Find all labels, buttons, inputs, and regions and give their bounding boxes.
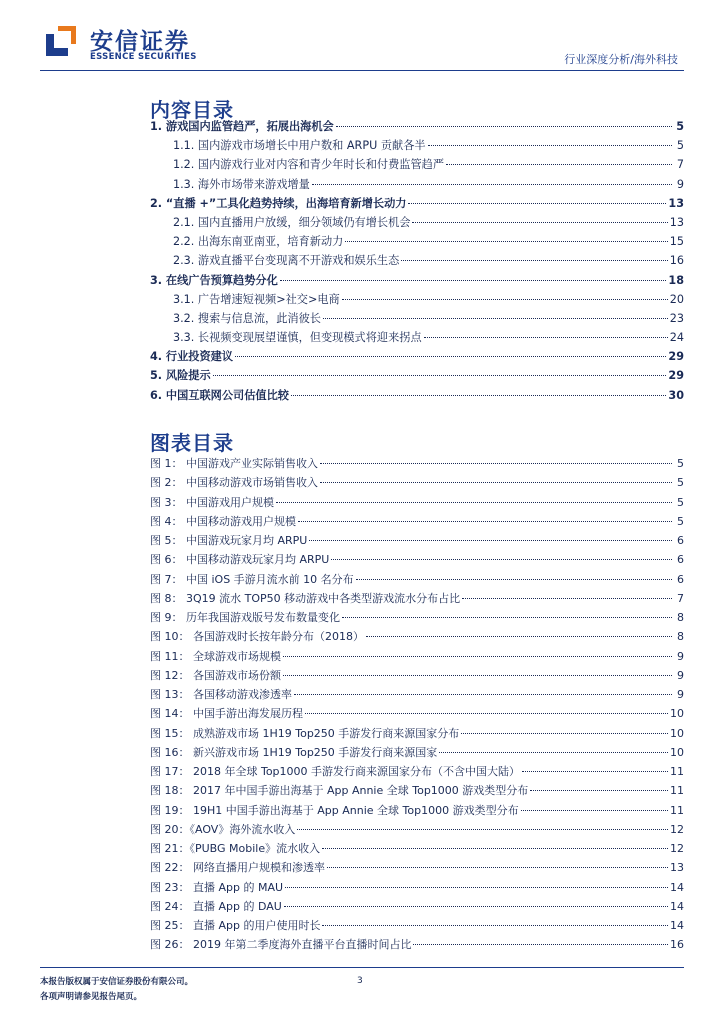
toc-entry-page: 16 [669,254,684,268]
figure-entry[interactable] [150,648,684,667]
dot-leader [327,867,668,868]
dot-leader [283,656,672,657]
disclaimer-note: 各项声明请参见报告尾页。 [40,992,143,1002]
figure-entry-page: 9 [677,649,684,663]
figure-entry-page: 12 [670,822,684,836]
figure-entry[interactable] [150,821,684,840]
toc-entry-page: 29 [668,350,684,364]
dot-leader [342,617,672,618]
toc-entry-page: 13 [669,215,684,229]
toc-entry-title: 3.1. 广告增速短视频>社交>电商 [173,292,340,306]
figure-entry-page: 8 [677,611,684,624]
dot-leader [428,145,672,146]
figure-entry-title: 图 3： 中国游戏用户规模 [150,495,274,509]
toc-entry-title: 1.2. 国内游戏行业对内容和青少年时长和付费监管趋严 [173,158,445,172]
figure-entry[interactable] [150,936,684,955]
toc-entry[interactable] [150,387,684,406]
toc-entry-page: 13 [668,196,684,210]
dot-leader [345,241,667,242]
figure-entry-page: 12 [670,842,684,855]
figure-entry-page: 5 [677,457,684,470]
dot-leader [408,203,666,204]
dot-leader [412,222,667,223]
toc-entry[interactable] [150,291,684,310]
figure-entry[interactable] [150,917,684,936]
figure-entry-page: 5 [677,476,684,490]
toc-entry-title: 3.3. 长视频变现展望谨慎，但变现模式将迎来拐点 [173,331,422,345]
page-number: 3 [357,976,363,986]
figure-entry-title: 图 21：《PUBG Mobile》流水收入 [150,842,321,855]
figure-entry-title: 图 7： 中国 iOS 手游月流水前 10 名分布 [150,572,354,586]
dot-leader [294,694,672,695]
toc-entry[interactable] [150,348,684,367]
toc-entry[interactable] [150,176,684,195]
toc-entry-page: 9 [676,177,684,191]
toc-entry[interactable] [150,329,684,348]
figure-entry-page: 10 [670,726,684,740]
figure-entry[interactable] [150,686,684,705]
dot-leader [331,559,672,560]
toc-entry-page: 24 [669,331,684,345]
dot-leader [312,184,672,185]
toc-entry-title: 1. 游戏国内监管趋严，拓展出海机会 [150,120,334,133]
figure-entry-page: 11 [670,803,684,817]
figure-entry-title: 图 26： 2019 年第二季度海外直播平台直播时间占比 [150,938,412,952]
dot-leader [322,925,668,926]
figure-entry-title: 图 17： 2018 年全球 Top1000 手游发行商来源国家分布（不含中国大陆） [150,765,521,778]
figure-entry-title: 图 18： 2017 年中国手游出海基于 App Annie 全球 Top1000 游戏类型分布 [150,784,529,798]
toc-entry-page: 7 [676,158,684,172]
footer-divider [40,967,684,968]
figure-entry-page: 8 [677,630,684,644]
dot-leader [323,318,668,319]
dot-leader [280,280,667,281]
toc-entry-title: 3. 在线广告预算趋势分化 [150,273,278,287]
figure-entry[interactable] [150,898,684,917]
table-of-contents [150,118,684,406]
dot-leader [439,752,668,753]
toc-entry[interactable] [150,310,684,329]
figure-entry-page: 5 [677,495,684,509]
page-header [0,0,724,72]
toc-entry-title: 3.2. 搜索与信息流，此消彼长 [173,311,321,325]
figure-entry-page: 10 [670,745,684,759]
figure-entry[interactable] [150,840,684,859]
figure-entry-page: 11 [670,784,684,798]
figure-entry-page: 9 [677,668,684,682]
figure-entry-page: 6 [677,572,684,586]
dot-leader [309,540,672,541]
header-divider [40,70,684,71]
figure-entry-title: 图 12： 各国游戏市场份额 [150,668,281,682]
dot-leader [461,733,668,734]
dot-leader [320,463,672,464]
figure-entry[interactable] [150,782,684,801]
figure-entry[interactable] [150,744,684,763]
toc-entry-title: 4. 行业投资建议 [150,350,234,364]
toc-entry-title: 5. 风险提示 [150,369,211,383]
dot-leader [297,829,668,830]
toc-entry[interactable] [150,367,684,386]
dot-leader [322,848,668,849]
figure-entry-title: 图 13： 各国移动游戏渗透率 [150,688,292,701]
toc-entry-page: 18 [668,273,684,287]
figure-entry-title: 图 14： 中国手游出海发展历程 [150,707,303,721]
figure-entry-title: 图 5： 中国游戏玩家月均 ARPU [150,534,308,547]
toc-entry-page: 29 [668,369,684,383]
figure-entry-title: 图 8： 3Q19 流水 TOP50 移动游戏中各类型游戏流水分布占比 [150,591,461,605]
figure-entry-page: 10 [670,707,684,721]
toc-entry-title: 2.1. 国内直播用户放缓，细分领域仍有增长机会 [173,215,411,229]
copyright-note: 本报告版权属于安信证券股份有限公司。 [40,977,194,987]
dot-leader [235,356,666,357]
dot-leader [291,395,666,396]
toc-entry-title: 1.3. 海外市场带来游戏增量 [173,177,310,191]
dot-leader [462,598,672,599]
toc-entry-title: 6. 中国互联网公司估值比较 [150,388,289,402]
figure-entry-page: 14 [670,899,684,913]
figure-entry-title: 图 25： 直播 App 的用户使用时长 [150,919,321,932]
toc-entry-page: 15 [669,235,684,249]
figure-entry-page: 6 [677,553,684,567]
dot-leader [356,579,672,580]
toc-entry[interactable] [150,137,684,156]
figure-entry-title: 图 6： 中国移动游戏玩家月均 ARPU [150,553,330,567]
figure-entry-title: 图 22： 网络直播用户规模和渗透率 [150,861,325,875]
dot-leader [424,337,668,338]
figure-entry-title: 图 9： 历年我国游戏版号发布数量变化 [150,611,340,624]
dot-leader [305,713,668,714]
dot-leader [298,521,672,522]
toc-entry[interactable] [150,252,684,271]
figure-list-title: 图表目录 [150,431,234,455]
figure-entry-title: 图 19： 19H1 中国手游出海基于 App Annie 全球 Top1000 游戏类型分布 [150,803,519,817]
figure-entry-page: 6 [677,534,684,547]
figure-entry-title: 图 10： 各国游戏时长按年龄分布（2018） [150,630,364,644]
figure-entry[interactable] [150,802,684,821]
toc-entry[interactable] [150,156,684,175]
dot-leader [336,126,672,127]
dot-leader [285,887,668,888]
figure-entry[interactable] [150,455,684,474]
figure-entry-title: 图 16： 新兴游戏市场 1H19 Top250 手游发行商来源国家 [150,745,438,759]
figure-entry[interactable] [150,725,684,744]
figure-entry-title: 图 1： 中国游戏产业实际销售收入 [150,457,318,470]
figure-entry-title: 图 4： 中国移动游戏用户规模 [150,514,296,528]
toc-entry-page: 5 [676,139,684,153]
toc-entry[interactable] [150,195,684,214]
figure-entry-page: 14 [670,880,684,894]
figure-entry-title: 图 23： 直播 App 的 MAU [150,880,284,894]
company-name-en: ESSENCE SECURITIES [90,52,197,62]
figure-entry-page: 13 [670,861,684,875]
dot-leader [276,502,672,503]
figure-entry[interactable] [150,705,684,724]
figure-entry-title: 图 24： 直播 App 的 DAU [150,899,282,913]
toc-entry-title: 2.2. 出海东南亚南亚，培育新动力 [173,235,344,249]
dot-leader [521,810,668,811]
toc-entry[interactable] [150,233,684,252]
toc-entry-title: 1.1. 国内游戏市场增长中用户数和 ARPU 贡献各半 [173,139,426,153]
figure-list [150,455,684,956]
figure-entry[interactable] [150,667,684,686]
figure-entry[interactable] [150,879,684,898]
toc-entry[interactable] [150,214,684,233]
toc-entry-title: 2.3. 游戏直播平台变现离不开游戏和娱乐生态 [173,254,400,268]
figure-entry[interactable] [150,859,684,878]
figure-entry-title: 图 11： 全球游戏市场规模 [150,649,281,663]
figure-entry-title: 图 15： 成熟游戏市场 1H19 Top250 手游发行商来源国家分布 [150,726,460,740]
figure-entry-title: 图 20：《AOV》海外流水收入 [150,822,296,836]
toc-entry[interactable] [150,272,684,291]
figure-entry-page: 14 [670,919,684,932]
dot-leader [213,375,667,376]
figure-entry[interactable] [150,609,684,628]
toc-entry-page: 23 [669,311,684,325]
toc-entry-page: 5 [676,120,684,133]
essence-logo-icon [44,24,78,58]
dot-leader [401,260,667,261]
report-category: 行业深度分析/海外科技 [564,53,678,66]
dot-leader [522,771,668,772]
dot-leader [284,906,668,907]
figure-entry-page: 11 [670,765,684,778]
dot-leader [320,482,672,483]
figure-entry-page: 7 [677,591,684,605]
toc-entry-page: 20 [669,292,684,306]
dot-leader [446,164,672,165]
figure-entry[interactable] [150,513,684,532]
dot-leader [530,790,668,791]
dot-leader [283,675,672,676]
toc-title: 内容目录 [150,98,234,122]
toc-entry-title: 2. “直播 +”工具化趋势持续，出海培育新增长动力 [150,196,407,210]
figure-entry[interactable] [150,474,684,493]
figure-entry[interactable] [150,532,684,551]
figure-entry-page: 16 [670,938,684,952]
figure-entry-page: 5 [677,514,684,528]
dot-leader [342,299,668,300]
figure-entry[interactable] [150,590,684,609]
figure-entry-page: 9 [677,688,684,701]
figure-entry[interactable] [150,763,684,782]
figure-entry[interactable] [150,494,684,513]
figure-entry[interactable] [150,571,684,590]
figure-entry-title: 图 2： 中国移动游戏市场销售收入 [150,476,318,490]
toc-entry-page: 30 [668,388,684,402]
toc-entry[interactable] [150,118,684,137]
company-name-cn: 安信证券 [90,29,190,55]
dot-leader [413,944,668,945]
figure-entry[interactable] [150,628,684,647]
dot-leader [366,636,672,637]
figure-entry[interactable] [150,551,684,570]
